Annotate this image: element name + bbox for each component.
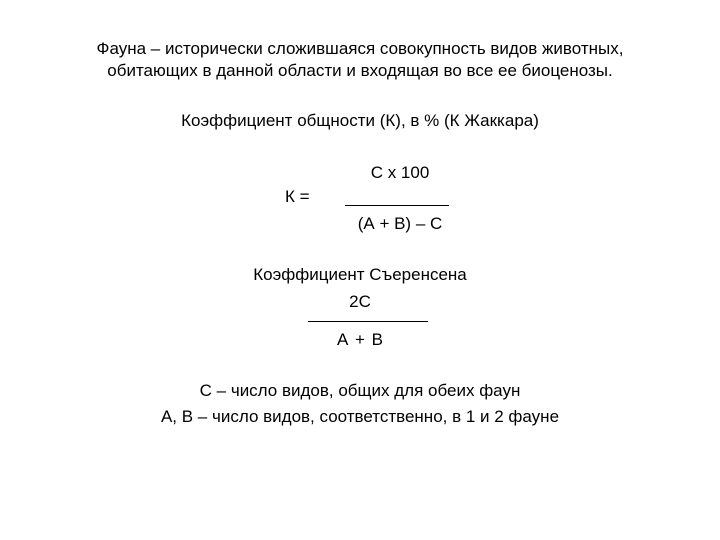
definition-line-2: обитающих в данной области и входящая во все ее биоценозы. <box>107 61 613 80</box>
sorensen-numerator: 2С <box>349 292 371 311</box>
sorensen-denominator: А + В <box>336 330 384 349</box>
definition-line-1: Фауна – исторически сложившаяся совокупность видов животных, <box>96 39 624 58</box>
jaccard-title: Коэффициент общности (К), в % (К Жаккара) <box>181 111 539 130</box>
legend-line-1: С – число видов, общих для обеих фаун <box>199 381 521 400</box>
sorensen-title: Коэффициент Съеренсена <box>253 265 467 284</box>
jaccard-lhs: К = <box>285 187 310 206</box>
legend-line-2: А, В – число видов, соответственно, в 1 и 2 фауне <box>160 407 560 426</box>
sorensen-fraction-bar <box>308 321 428 322</box>
jaccard-fraction-bar <box>345 205 449 206</box>
jaccard-numerator: С х 100 <box>370 163 430 182</box>
jaccard-denominator: (А + В) – С <box>357 214 443 233</box>
